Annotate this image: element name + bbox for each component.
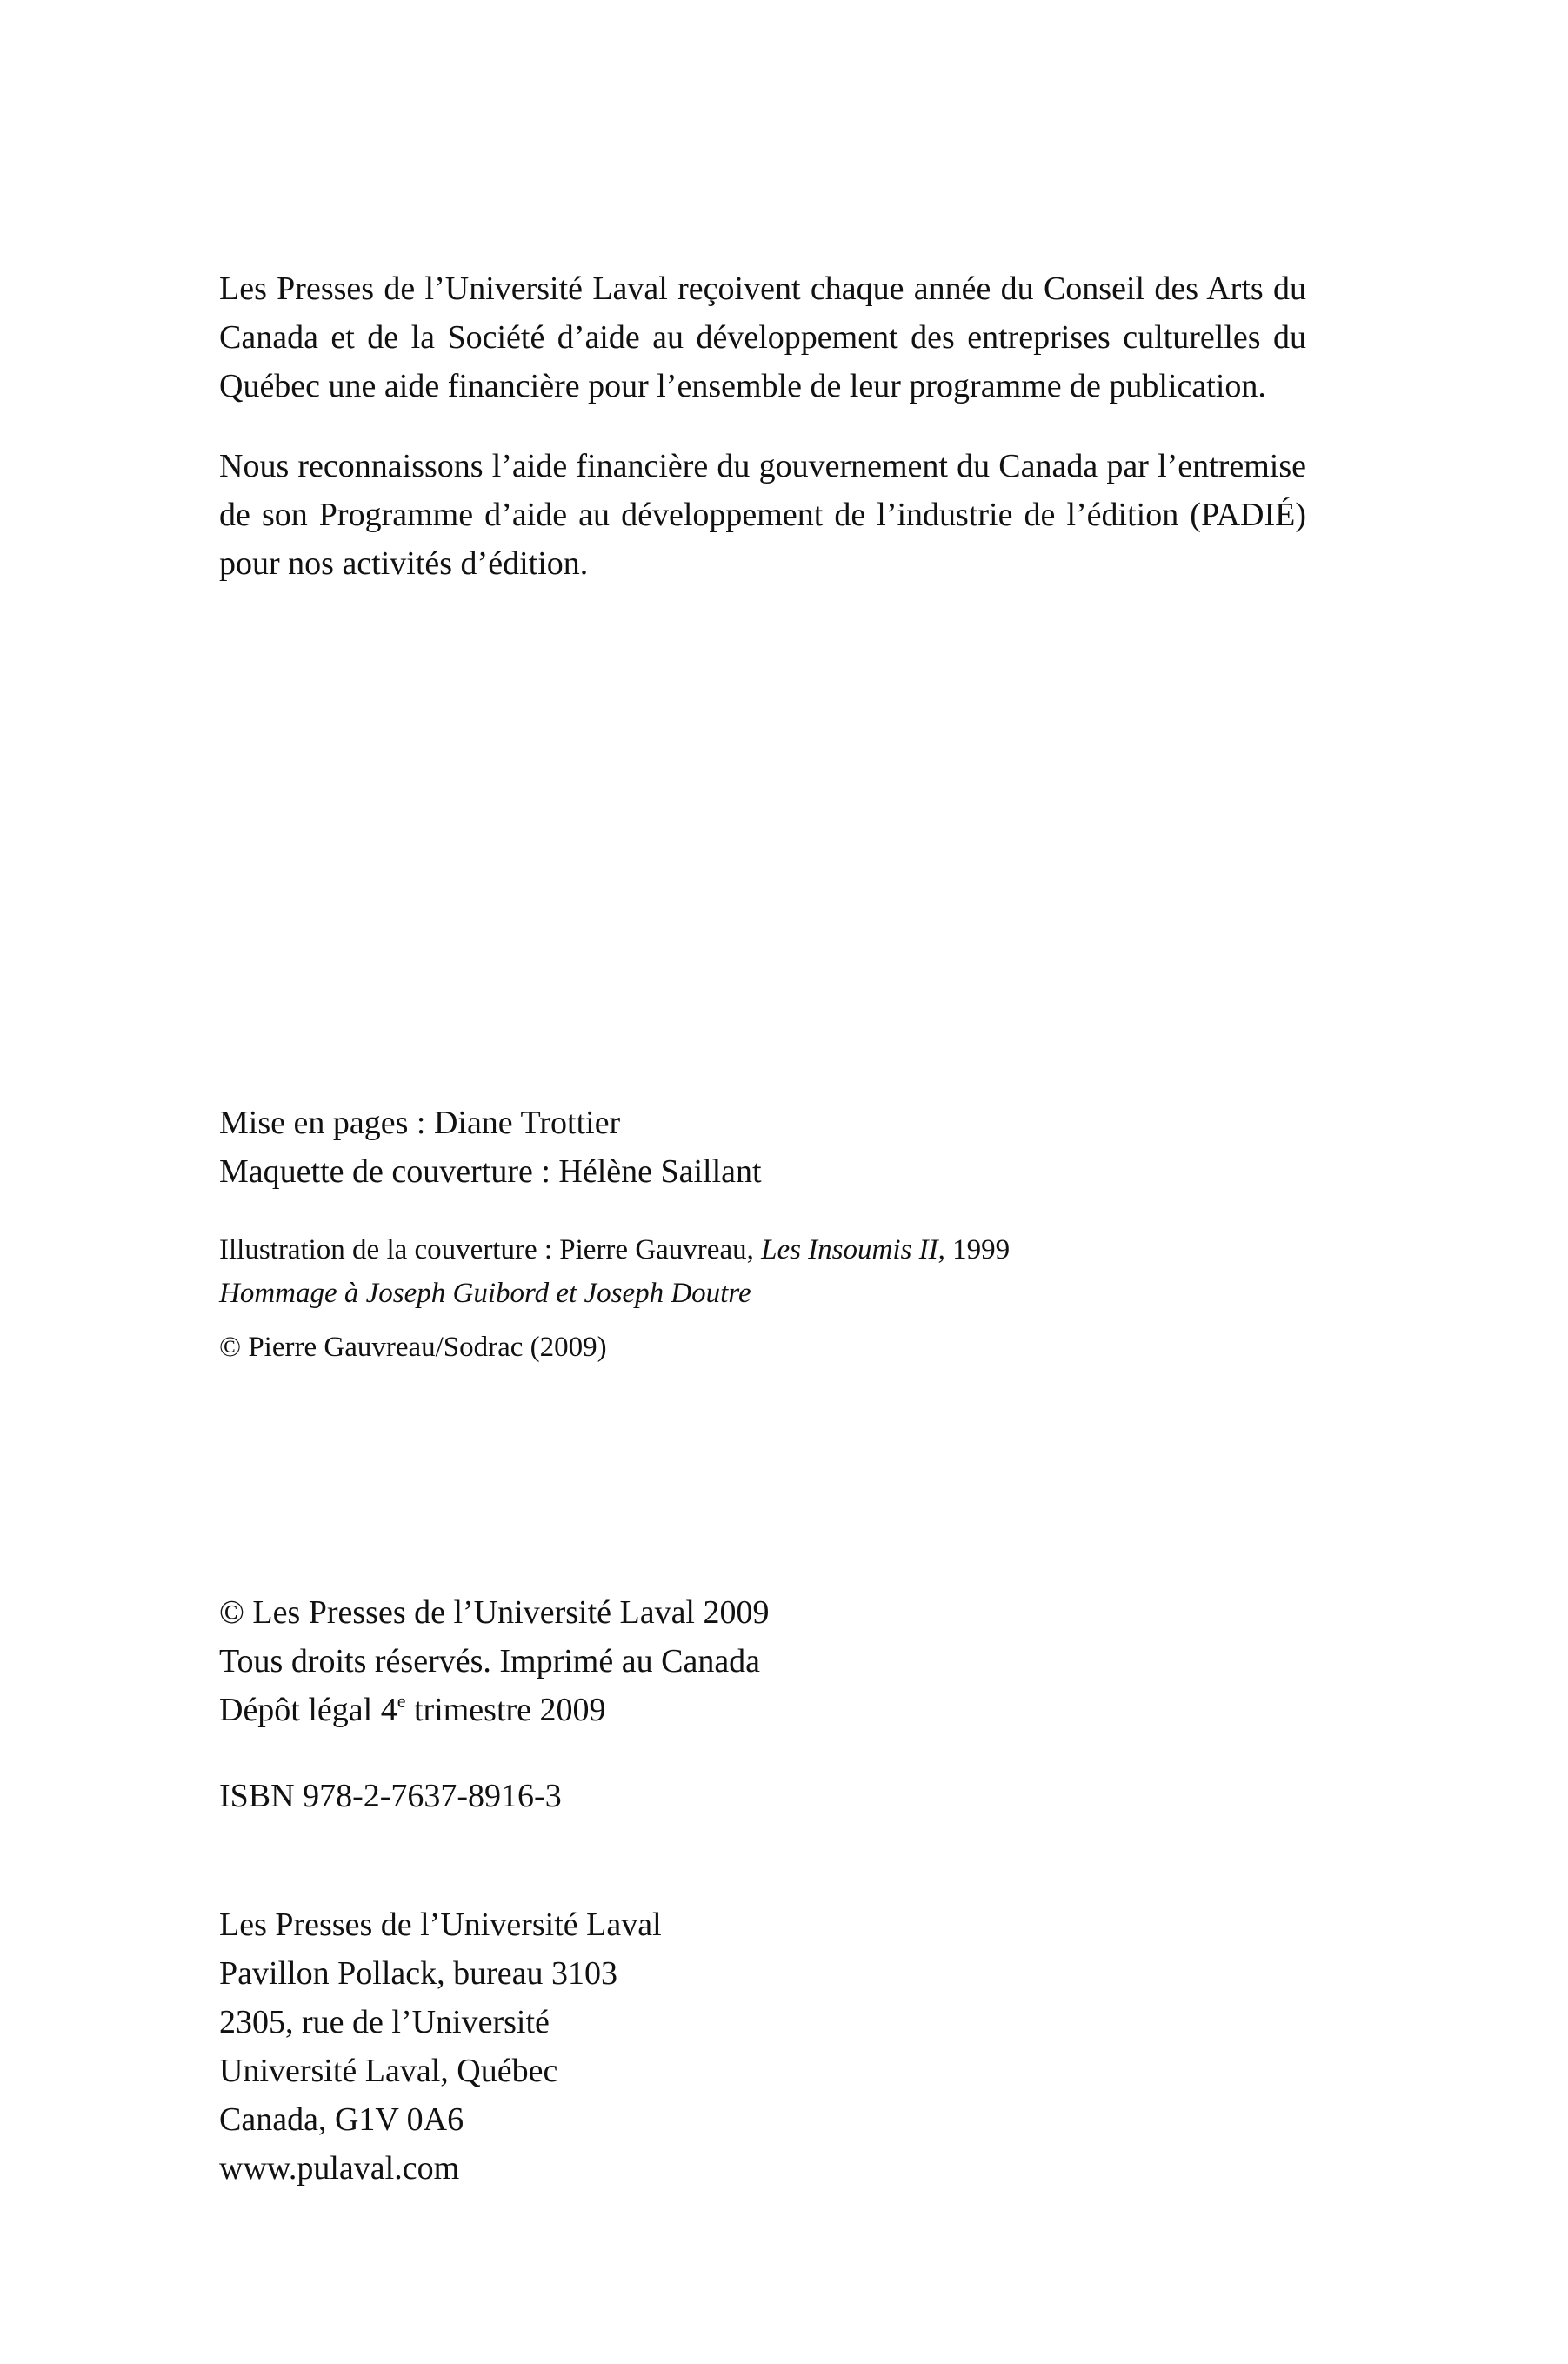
funding-section [219, 264, 1306, 411]
address-line-publisher: Les Presses de l’Université Laval [219, 1907, 662, 1943]
illustration-year: 1999 [944, 1234, 1011, 1265]
publisher-address [219, 1900, 1306, 2193]
illustration-subtitle: Hommage à Joseph Guibord et Joseph Doutre [219, 1278, 751, 1309]
isbn: ISBN 978-2-7637-8916-3 [219, 1778, 562, 1814]
layout-credit: Mise en pages : Diane Trottier [219, 1105, 621, 1141]
address-line-street: 2305, rue de l’Université [219, 2004, 550, 2040]
depot-prefix: Dépôt légal 4 [219, 1692, 397, 1728]
address-line-country: Canada, G1V 0A6 [219, 2101, 464, 2138]
rights-line: Tous droits réservés. Imprimé au Canada [219, 1643, 761, 1680]
legal-deposit-line [219, 1686, 1306, 1734]
depot-superscript: e [397, 1690, 406, 1712]
isbn-section [219, 1772, 1306, 1820]
funding-paragraph-2: Nous reconnaissons l’aide financière du gouvernement du Canada par l’entremise de son Programme d’aide au développement de l’industrie de l’édition (PADIÉ) pour nos activités d’édition. [219, 448, 1306, 582]
depot-suffix: trimestre 2009 [405, 1692, 606, 1728]
website-link[interactable]: www.pulaval.com [219, 2150, 460, 2187]
illustration-credit [219, 1228, 1306, 1272]
cover-design-credit: Maquette de couverture : Hélène Saillant [219, 1153, 762, 1190]
illustration-copyright: © Pierre Gauvreau/Sodrac (2009) [219, 1332, 607, 1363]
credits-section [219, 1099, 1306, 1196]
funding-paragraph-1: Les Presses de l’Université Laval reçoivent chaque année du Conseil des Arts du Canada et de la Société d’aide au développement des entreprises culturelles du Québec une aide financière pour l’ensemble de leur programme de publication. [219, 270, 1306, 404]
illustration-credits [219, 1228, 1306, 1369]
address-line-building: Pavillon Pollack, bureau 3103 [219, 1955, 618, 1992]
copyright-section [219, 1588, 1306, 1734]
illustration-title: Les Insoumis II, [761, 1234, 945, 1265]
copyright-line: © Les Presses de l’Université Laval 2009 [219, 1594, 770, 1631]
funding-section-2 [219, 442, 1306, 588]
address-line-city: Université Laval, Québec [219, 2053, 558, 2089]
illustration-prefix: Illustration de la couverture : Pierre Gauvreau, [219, 1234, 762, 1265]
